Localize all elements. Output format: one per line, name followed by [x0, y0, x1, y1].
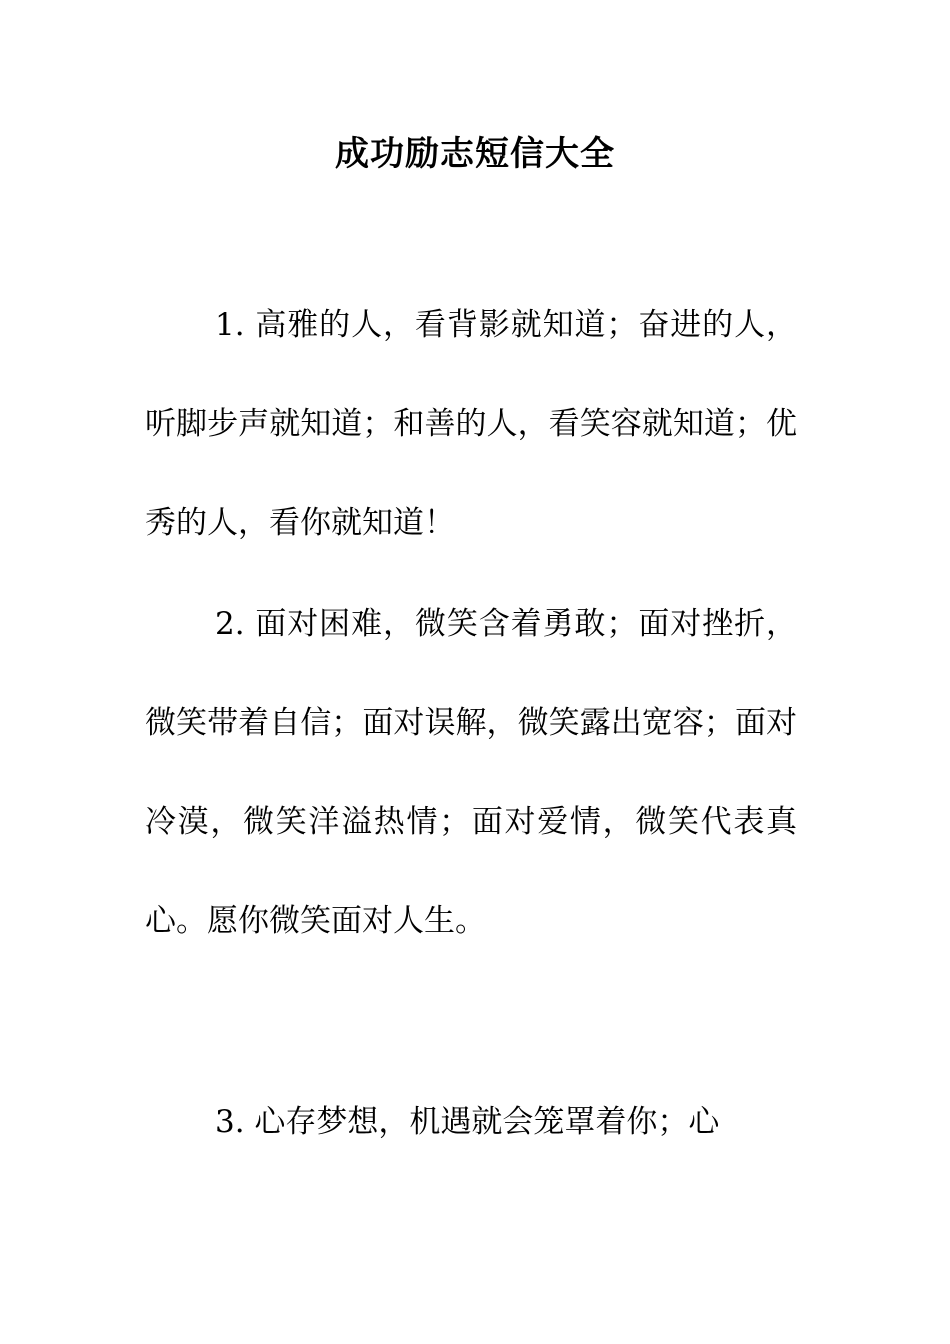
document-title: 成功励志短信大全 — [335, 134, 615, 174]
paragraph-3: 3. 心存梦想，机遇就会笼罩着你；心 — [215, 1104, 720, 1140]
paragraph-1: 1. 高雅的人，看背影就知道；奋进的人，听脚步声就知道；和善的人，看笑容就知道；优秀的人，看你就知道！ — [145, 307, 797, 541]
paragraph-2: 2. 面对困难，微笑含着勇敢；面对挫折，微笑带着自信；面对误解，微笑露出宽容；面对冷漠，微笑洋溢热情；面对爱情，微笑代表真心。愿你微笑面对人生。 — [145, 606, 797, 939]
